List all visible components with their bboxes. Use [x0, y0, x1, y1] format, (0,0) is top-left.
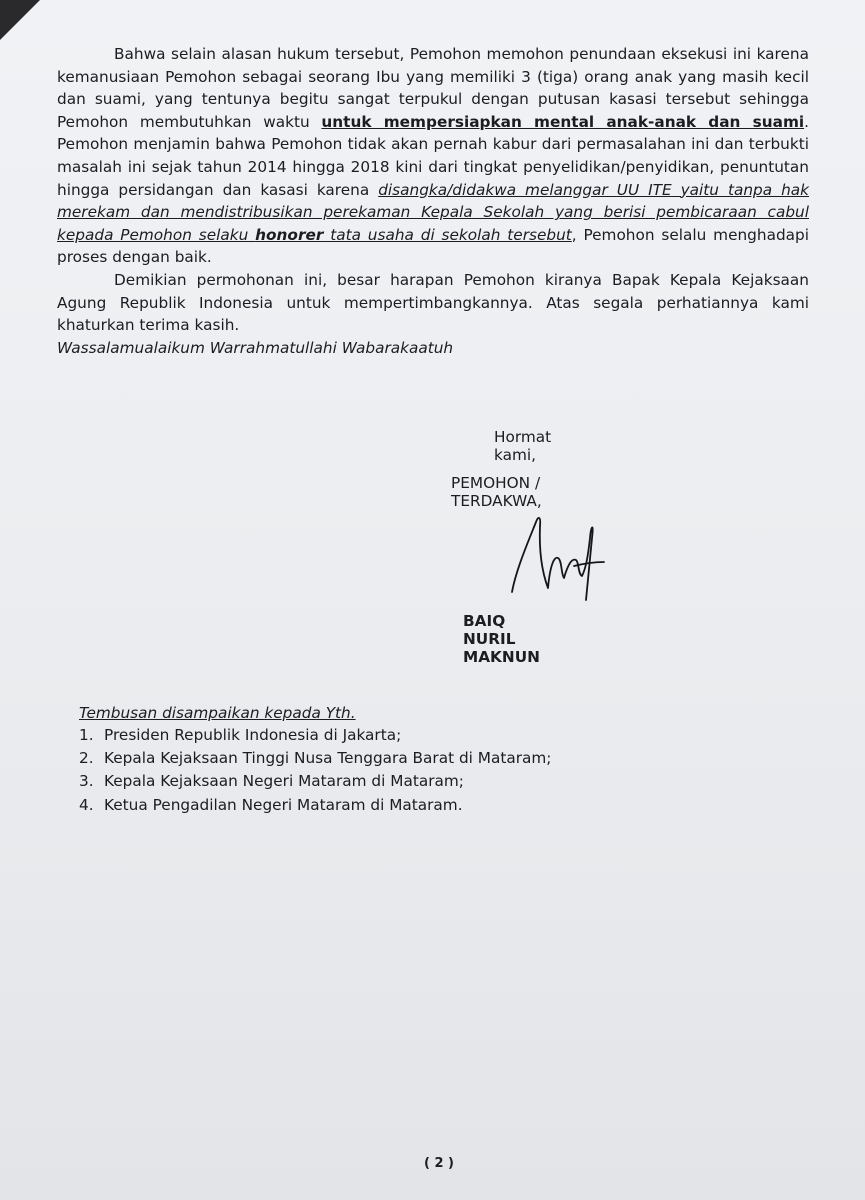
- paragraph1-charge-end: tata usaha di sekolah tersebut: [323, 225, 572, 244]
- list-number: 4.: [79, 795, 94, 814]
- list-item: [79, 747, 551, 770]
- list-number: 1.: [79, 726, 94, 744]
- paragraph1-middle: . Pemohon menjamin bahwa Pemohon tidak akan pernah kabur dari permasalahan ini dan terbukti masalah ini sejak tahun 2014 hingga 2018 kini dari tingkat penyelidikan/penyidikan, penuntutan hingga persidangan dan kasasi karena: [57, 112, 810, 199]
- list-item: [79, 724, 551, 747]
- paragraph1-intro: Bahwa selain alasan hukum tersebut, Pemohon memohon penundaan eksekusi ini karena kemanusiaan Pemohon sebagai seorang Ibu yang memiliki 3 (tiga) orang anak yang masih kecil dan suami, yang tentunya begitu sangat terpukul dengan putusan kasasi tersebut sehingga Pemohon membutuhkan waktu: [57, 45, 809, 131]
- signer-role: PEMOHON / TERDAKWA,: [451, 474, 542, 510]
- paragraph-closing-request: Demikian permohonan ini, besar harapan Pemohon kiranya Bapak Kepala Kejaksaan Agung Republik Indonesia untuk mempertimbangkannya. Atas segala perhatiannya kami khaturkan terima kasih.: [57, 270, 809, 335]
- list-text: Kepala Kejaksaan Negeri Mataram di Mataram;: [104, 772, 464, 791]
- page-number: ( 2 ): [424, 1156, 454, 1171]
- closing-salutation: Wassalamualaikum Warrahmatullahi Wabarakaatuh: [57, 338, 454, 357]
- cc-list: [79, 724, 551, 817]
- signer-name: BAIQ NURIL MAKNUN: [463, 612, 540, 666]
- paragraph-execution-request: [57, 43, 809, 269]
- list-text: Presiden Republik Indonesia di Jakarta;: [104, 726, 402, 744]
- paragraph1-honorer: honorer: [255, 225, 324, 244]
- letter-body: [57, 43, 809, 359]
- list-text: Kepala Kejaksaan Tinggi Nusa Tenggara Barat di Mataram;: [104, 749, 552, 768]
- paragraph1-charge: disangka/didakwa melanggar UU ITE yaitu tanpa hak merekam dan mendistribusikan perekaman Kepala Sekolah yang berisi pembicaraan cabul kepada Pemohon selaku: [57, 180, 809, 244]
- paragraph1-ending: , Pemohon selalu menghadapi proses dengan baik.: [57, 225, 809, 267]
- list-item: [79, 770, 551, 793]
- folded-corner: [0, 0, 40, 40]
- list-item: [79, 794, 551, 817]
- list-number: 2.: [79, 749, 94, 768]
- cc-title: Tembusan disampaikan kepada Yth.: [79, 704, 356, 722]
- regards-text: Hormat kami,: [494, 428, 552, 464]
- paragraph1-emphasis: untuk mempersiapkan mental anak-anak dan suami: [321, 112, 805, 131]
- list-number: 3.: [79, 772, 94, 791]
- list-text: Ketua Pengadilan Negeri Mataram di Mataram.: [104, 795, 463, 814]
- handwritten-signature: [506, 508, 616, 603]
